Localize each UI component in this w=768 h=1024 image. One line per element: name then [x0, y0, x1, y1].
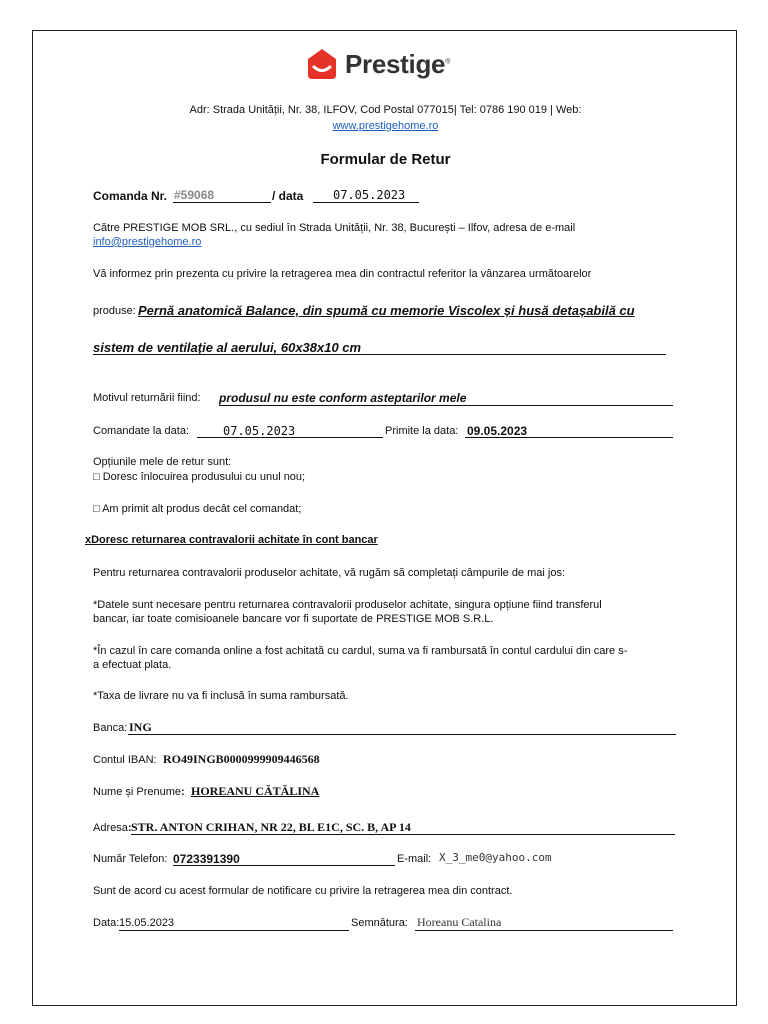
products-label: produse:: [93, 305, 136, 317]
email-field-label: E-mail:: [397, 853, 432, 865]
page-title: Formular de Retur: [320, 151, 451, 168]
order-number-label: Comanda Nr.: [93, 189, 168, 203]
reason-underline: [219, 405, 673, 406]
ordered-date-underline: [197, 437, 383, 438]
sign-date-value: 15.05.2023: [119, 917, 175, 929]
address-underline: [131, 834, 675, 835]
address-value: STR. ANTON CRIHAN, NR 22, BL E1C, SC. B, AP 14: [131, 820, 411, 834]
order-date-value: 07.05.2023: [333, 188, 406, 202]
order-date-line: [313, 202, 419, 203]
phone-underline: [173, 865, 395, 866]
signature-underline: [415, 930, 673, 931]
order-number-line: [173, 202, 271, 203]
recipient-line: Către PRESTIGE MOB SRL., cu sediul în Strada Unității, Nr. 38, București – Ilfov, adresa de e-mail: [93, 222, 576, 234]
note-1-line-1: *Datele sunt necesare pentru returnarea contravalorii produselor achitate, singura opțiune fiind transferul: [93, 599, 602, 611]
bank-label: Banca:: [93, 722, 128, 734]
phone-value: 0723391390: [173, 852, 240, 866]
website-link[interactable]: www.prestigehome.ro: [332, 120, 439, 132]
iban-value: RO49INGB0000999909446568: [163, 752, 320, 766]
note-2-line-1: *În cazul în care comanda online a fost achitată cu cardul, suma va fi rambursată în contul cardului din care s-: [93, 645, 628, 657]
company-address: Adr: Strada Unității, Nr. 38, ILFOV, Cod Postal 077015| Tel: 0786 190 019 | Web:: [189, 104, 582, 116]
return-form-page: [32, 30, 737, 1006]
email-field-value: X_3_me0@yahoo.com: [439, 851, 552, 864]
received-date-value: 09.05.2023: [467, 424, 528, 438]
brand-name: Prestige®: [345, 49, 451, 79]
refund-instructions: Pentru returnarea contravalorii produselor achitate, vă rugăm să completați câmpurile de mai jos:: [93, 567, 566, 579]
option-refund[interactable]: xDoresc returnarea contravalorii achitate în cont bancar: [85, 534, 378, 546]
agreement-text: Sunt de acord cu acest formular de notificare cu privire la retragerea mea din contract.: [93, 885, 513, 897]
bank-value: ING: [129, 720, 152, 734]
sign-date-label: Data:: [93, 917, 120, 929]
signature-value: Horeanu Catalina: [417, 915, 502, 929]
products-line-2: sistem de ventilație al aerului, 60x38x10 cm: [93, 340, 362, 355]
name-value: HOREANU CĂTĂLINA: [191, 784, 320, 798]
received-date-label: Primite la data:: [385, 425, 459, 437]
address-label: Adresa:: [93, 822, 132, 834]
name-label: Nume și Prenume:: [93, 786, 185, 798]
received-date-underline: [465, 437, 673, 438]
note-2-line-2: a efectuat plata.: [93, 659, 172, 671]
iban-label: Contul IBAN:: [93, 754, 157, 766]
website-link-wrap: [33, 120, 738, 132]
reason-value: produsul nu este conform asteptarilor mele: [219, 391, 467, 405]
option-wrong-product[interactable]: □ Am primit alt produs decât cel comandat;: [93, 503, 302, 515]
note-3: *Taxa de livrare nu va fi inclusă în suma rambursată.: [93, 690, 349, 702]
products-line-2-underline: [93, 354, 666, 355]
house-icon: [305, 47, 339, 81]
inform-text: Vă informez prin prezenta cu privire la retragerea mea din contractul referitor la vânzarea următoarelor: [93, 268, 592, 280]
reason-label: Motivul returnării fiind:: [93, 392, 201, 404]
ordered-date-label: Comandate la data:: [93, 425, 190, 437]
bank-underline: [128, 734, 676, 735]
phone-label: Număr Telefon:: [93, 853, 168, 865]
products-line-1: Pernă anatomică Balance, din spumă cu memorie Viscolex și husă detașabilă cu: [138, 303, 635, 318]
note-1-line-2: bancar, iar toate comisioanele bancare vor fi suportate de PRESTIGE MOB S.R.L.: [93, 613, 494, 625]
order-number-value: #59068: [174, 188, 215, 202]
ordered-date-value: 07.05.2023: [223, 424, 296, 438]
signature-label: Semnătura:: [351, 917, 408, 929]
company-email-link[interactable]: info@prestigehome.ro: [93, 236, 202, 248]
options-heading: Opțiunile mele de retur sunt:: [93, 456, 232, 468]
sign-date-underline: [119, 930, 349, 931]
option-replace[interactable]: □ Doresc înlocuirea produsului cu unul nou;: [93, 471, 306, 483]
order-date-label: / data: [272, 189, 304, 203]
